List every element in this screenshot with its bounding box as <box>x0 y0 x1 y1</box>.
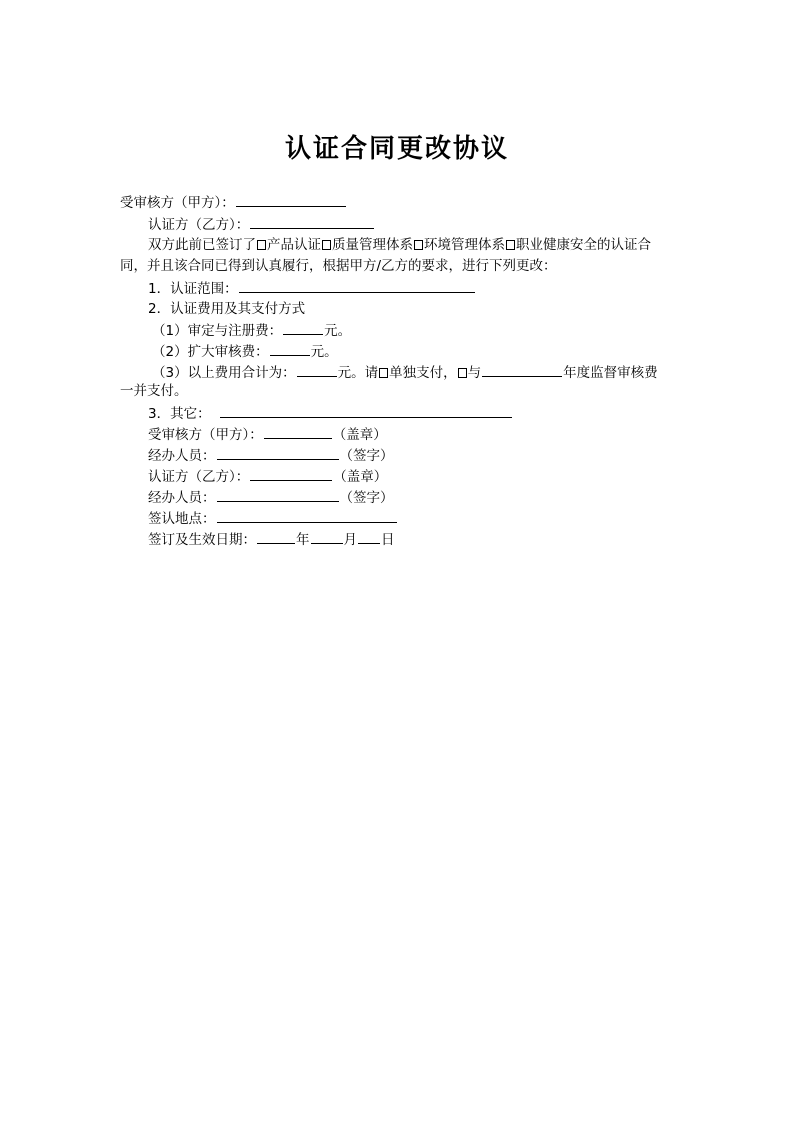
fee1-line <box>152 320 712 340</box>
checkbox-product-certification[interactable] <box>257 240 266 250</box>
option-product-certification: 产品认证 <box>267 237 321 253</box>
option-quality-management: 质量管理体系 <box>332 237 413 253</box>
intro-line-2: 同，并且该合同已得到认真履行，根据甲方/乙方的要求，进行下列更改： <box>120 258 557 274</box>
date-line <box>148 529 708 549</box>
date-month: 月 <box>343 532 357 548</box>
party-b-blank[interactable] <box>250 214 374 229</box>
item3-line <box>148 403 708 423</box>
place-blank[interactable] <box>217 508 397 523</box>
document-title: 认证合同更改协议 <box>284 134 509 164</box>
checkbox-single-payment[interactable] <box>379 368 388 378</box>
party-a-line <box>120 192 680 212</box>
intro-line-1 <box>148 235 708 255</box>
fee3-tail: 年度监督审核费 <box>563 365 658 381</box>
option-environment-management: 环境管理体系 <box>424 237 505 253</box>
fee1-unit: 元。 <box>324 323 352 339</box>
seal-a: （盖章） <box>332 427 387 443</box>
sign-a-label: 受审核方（甲方）： <box>148 427 263 443</box>
party-b-line <box>148 214 708 234</box>
fee1-blank[interactable] <box>283 320 323 335</box>
party-a-blank[interactable] <box>236 192 346 207</box>
item1-line <box>148 278 708 298</box>
sign-a-line <box>148 424 708 444</box>
fee3-label: （3）以上费用合计为： <box>152 365 296 381</box>
agent-a-line <box>148 445 708 465</box>
year-input-blank[interactable] <box>257 529 295 544</box>
day-input-blank[interactable] <box>358 529 380 544</box>
fee3-line <box>152 362 712 382</box>
date-year: 年 <box>296 532 310 548</box>
scope-blank[interactable] <box>239 278 475 293</box>
fee2-unit: 元。 <box>310 344 338 360</box>
fee3-unit: 元。请 <box>337 365 379 381</box>
sig-a: （签字） <box>339 448 394 464</box>
other-blank[interactable] <box>220 403 512 418</box>
date-label: 签订及生效日期： <box>148 532 256 548</box>
sig-b: （签字） <box>339 490 394 506</box>
item3-label: 3．其它： <box>148 406 211 422</box>
fee2-blank[interactable] <box>270 341 310 356</box>
option-combined-payment: 与 <box>467 365 482 381</box>
option-occupational-health: 职业健康安全的认证合 <box>516 237 651 253</box>
month-input-blank[interactable] <box>311 529 343 544</box>
fee3-blank[interactable] <box>297 362 337 377</box>
fee2-line <box>152 341 712 361</box>
party-a-label: 受审核方（甲方）： <box>120 195 235 211</box>
fee2-label: （2）扩大审核费： <box>152 344 269 360</box>
sign-b-label: 认证方（乙方）： <box>148 469 250 485</box>
seal-b: （盖章） <box>333 469 388 485</box>
year-blank[interactable] <box>482 362 562 377</box>
date-day: 日 <box>381 532 395 548</box>
agent-b-label: 经办人员： <box>148 490 216 506</box>
checkbox-occupational-health[interactable] <box>506 240 515 250</box>
sign-a-blank[interactable] <box>264 424 332 439</box>
fee3-line-2: 一并支付。 <box>120 383 188 399</box>
party-b-label: 认证方（乙方）： <box>148 217 250 233</box>
item1-label: 1．认证范围： <box>148 281 238 297</box>
checkbox-quality-management[interactable] <box>322 240 331 250</box>
place-line <box>148 508 708 528</box>
checkbox-combined-payment[interactable] <box>458 368 467 378</box>
option-single-payment: 单独支付， <box>389 365 457 381</box>
place-label: 签认地点： <box>148 511 216 527</box>
agent-a-label: 经办人员： <box>148 448 216 464</box>
agent-a-blank[interactable] <box>217 445 339 460</box>
agent-b-blank[interactable] <box>217 487 339 502</box>
sign-b-line <box>148 466 708 486</box>
sign-b-blank[interactable] <box>250 466 332 481</box>
intro-text: 双方此前已签订了 <box>148 237 256 253</box>
item2-label: 2．认证费用及其支付方式 <box>148 301 306 317</box>
fee1-label: （1）审定与注册费： <box>152 323 283 339</box>
agent-b-line <box>148 487 708 507</box>
checkbox-environment-management[interactable] <box>414 240 423 250</box>
